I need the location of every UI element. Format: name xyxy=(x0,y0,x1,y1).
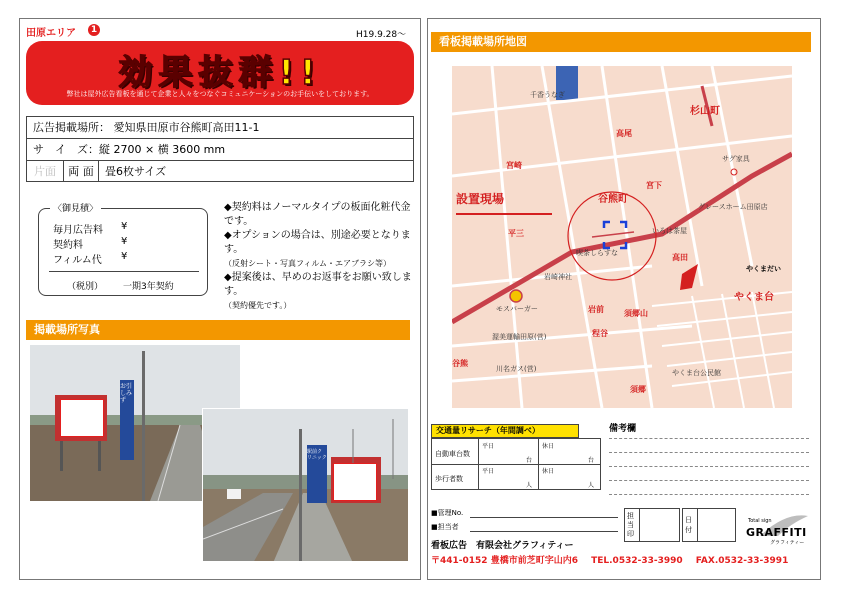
map-label-red: 宮下 xyxy=(646,181,662,190)
traffic-weekday: 平日 xyxy=(482,468,495,475)
estimate-tax: （税別） xyxy=(67,282,104,292)
area-label: 田原エリア xyxy=(26,28,76,39)
remark-line xyxy=(609,466,809,467)
sign-placeholder-1 xyxy=(60,399,104,437)
traffic-holiday: 休日 xyxy=(542,468,555,475)
sign-text-1: お引しみず xyxy=(120,383,133,404)
traffic-unit: 人 xyxy=(588,482,595,489)
map-label: サグ家具 xyxy=(722,155,750,163)
footer-company: 看板広告 有限会社グラフィティー xyxy=(431,541,574,551)
map-label-red: 杉山町 xyxy=(690,106,720,117)
remark-line xyxy=(609,494,809,495)
size-row: サ イ ズ：縦 2700 × 横 3600 mm xyxy=(27,139,413,161)
traffic-unit: 台 xyxy=(588,457,595,464)
remarks-title: 備考欄 xyxy=(609,424,637,434)
map-label-red: 須郷山 xyxy=(624,309,648,318)
map-label-red: 平三 xyxy=(508,229,524,238)
estimate-item-yen: ¥ xyxy=(121,221,128,232)
map-label: 渥美運輸田原(営) xyxy=(492,333,547,341)
estimate-title-text: 御見積 xyxy=(62,204,90,214)
site-photo-2-image xyxy=(203,409,409,562)
banner-subtitle: 弊社は屋外広告看板を通じて企業と人々をつなぐコミュニケーションのお手伝いをしております。 xyxy=(66,90,374,98)
map-label-red: 谷熊 xyxy=(452,359,468,368)
map-label: 千香うなぎ xyxy=(530,91,565,99)
site-label: 設置現場 xyxy=(456,192,505,206)
estimate-item-label: フィルム代 xyxy=(53,255,102,266)
estimate-box xyxy=(38,208,208,296)
footer-fax: FAX.0532-33-3991 xyxy=(695,556,789,566)
site-photo-2 xyxy=(202,408,409,562)
photo-section-title: 掲載場所写真 xyxy=(26,320,410,340)
estimate-divider xyxy=(49,271,199,272)
stamp-label: 担当印 xyxy=(627,512,634,538)
map-label-red: 高尾 xyxy=(616,129,632,138)
date-box xyxy=(682,508,736,542)
info-table xyxy=(26,116,414,182)
staff-line xyxy=(470,531,618,532)
note-3-detail: （契約優先です。） xyxy=(224,301,292,310)
estimate-item-yen: ¥ xyxy=(121,251,128,262)
logo-kana: グラフィティー xyxy=(770,540,805,546)
stamp-box xyxy=(624,508,680,542)
map-label-red: 須郷 xyxy=(630,385,646,394)
remark-line xyxy=(609,452,809,453)
note-2: ◆オプションの場合は、別途必要となります。 xyxy=(224,230,411,255)
footer-contact xyxy=(431,553,788,566)
note-2-detail: （反射シート・写真フィルム・エアブラシ等） xyxy=(224,259,392,268)
map-label: 川名ガス(営) xyxy=(496,365,537,373)
note-3: ◆提案後は、早めのお返事をお願い致します。 xyxy=(224,272,412,297)
sign-placeholder-2 xyxy=(333,463,377,501)
map-label: 岩崎神社 xyxy=(544,273,572,281)
date-label: H19.9.28～ xyxy=(356,30,407,40)
note-1: ◆契約料はノーマルタイプの板面化粧代金です。 xyxy=(224,202,411,227)
traffic-title: 交通量リサーチ（年間調べ） xyxy=(431,424,579,438)
mgmt-no-label: ■管理No. xyxy=(431,509,464,517)
map-label-red: 宮崎 xyxy=(506,161,522,170)
estimate-term: 一期3年契約 xyxy=(123,282,174,292)
logo-text: GRAFFITI xyxy=(746,526,807,539)
location-row: 広告掲載場所： 愛知県田原市谷熊町高田11-1 xyxy=(27,117,413,139)
map-label: グレースホーム田原店 xyxy=(698,203,768,211)
estimate-item-yen: ¥ xyxy=(121,236,128,247)
footer-tel: TEL.0532-33-3990 xyxy=(591,556,683,566)
location-map xyxy=(452,66,792,408)
estimate-item-label: 毎月広告料 xyxy=(53,225,103,236)
map-label-red: 程谷 xyxy=(592,329,608,338)
side-double: 両 面 xyxy=(63,161,99,182)
map-graphic xyxy=(452,66,792,408)
side-row xyxy=(27,161,413,182)
traffic-unit: 人 xyxy=(526,482,533,489)
map-label-red: 岩前 xyxy=(588,305,604,314)
map-label-red: 高田 xyxy=(672,253,688,262)
map-label-red: 谷熊町 xyxy=(598,194,628,205)
traffic-holiday: 休日 xyxy=(542,443,555,450)
map-section-title: 看板掲載場所地図 xyxy=(431,32,811,52)
banner-title: 効果抜群!! xyxy=(118,53,322,93)
mgmt-no-line xyxy=(470,517,618,518)
remark-line xyxy=(609,438,809,439)
estimate-item-label: 契約料 xyxy=(53,240,83,251)
side-detail: 畳6枚サイズ xyxy=(105,165,167,178)
map-label: モスバーガー xyxy=(496,305,538,313)
staff-label: ■担当者 xyxy=(431,523,459,531)
map-label-red: やくま台 xyxy=(734,292,774,303)
logo-small-text: Total sign xyxy=(748,518,772,524)
footer-address: 〒441-0152 豊橋市前芝町字山内6 xyxy=(431,556,578,566)
remark-line xyxy=(609,480,809,481)
area-number-badge: 1 xyxy=(88,24,100,36)
headline-banner xyxy=(26,41,414,105)
map-label: やくま台公民館 xyxy=(672,369,721,377)
traffic-weekday: 平日 xyxy=(482,443,495,450)
traffic-table xyxy=(431,438,601,490)
sign-text-2: 駅前クリニック xyxy=(307,449,327,461)
side-single: 片面 xyxy=(34,165,56,178)
traffic-row-label: 自動車台数 xyxy=(435,450,470,458)
map-label: やくまだい xyxy=(746,265,781,273)
traffic-unit: 台 xyxy=(526,457,533,464)
date-box-label: 日付 xyxy=(685,516,692,534)
traffic-row-label: 歩行者数 xyxy=(435,475,463,483)
notes xyxy=(224,201,420,313)
map-label: 喫茶しらすな xyxy=(576,249,618,257)
map-label: いろは茶屋 xyxy=(652,227,687,235)
company-logo xyxy=(740,506,810,546)
estimate-title: 〈御見積〉 xyxy=(50,201,101,214)
